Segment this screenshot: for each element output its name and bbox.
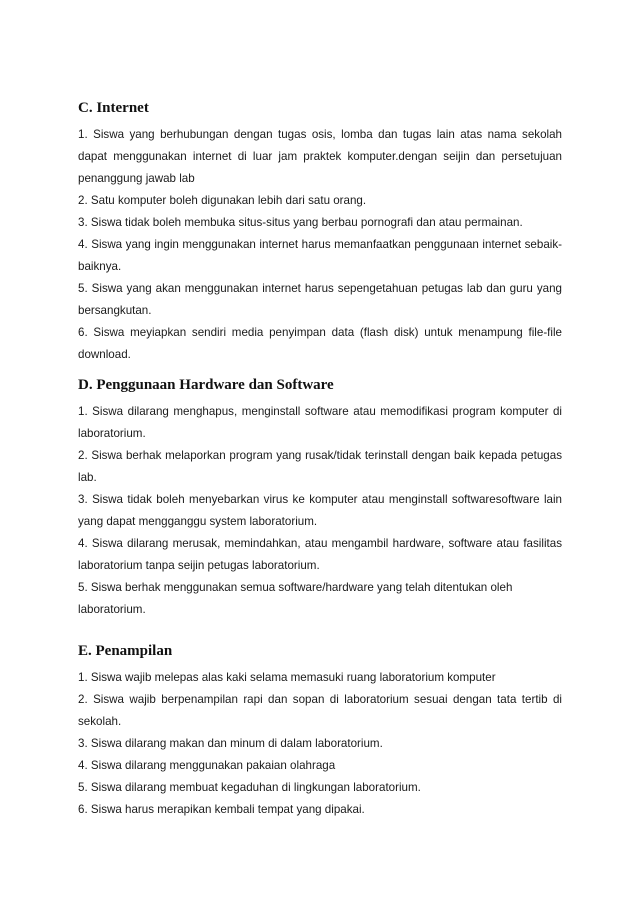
rule-item: 3. Siswa tidak boleh menyebarkan virus ke komputer atau menginstall softwaresoftware lain yang dapat mengganggu system laboratorium. xyxy=(78,493,562,528)
rule-item: 3. Siswa dilarang makan dan minum di dalam laboratorium. xyxy=(78,737,383,750)
section-heading-hardware-software: D. Penggunaan Hardware dan Software xyxy=(78,377,334,393)
section-heading-internet: C. Internet xyxy=(78,100,149,116)
rule-item: 4. Siswa dilarang menggunakan pakaian olahraga xyxy=(78,759,336,772)
rule-item: 2. Satu komputer boleh digunakan lebih dari satu orang. xyxy=(78,194,367,207)
rule-item: 1. Siswa yang berhubungan dengan tugas osis, lomba dan tugas lain atas nama sekolah dapat menggunakan internet di luar jam praktek komputer.dengan seijin dan persetujuan penanggung jawab lab xyxy=(78,128,562,185)
rule-item: 2. Siswa wajib berpenampilan rapi dan sopan di laboratorium sesuai dengan tata tertib di sekolah. xyxy=(78,693,562,728)
rule-item: 5. Siswa dilarang membuat kegaduhan di lingkungan laboratorium. xyxy=(78,781,421,794)
rule-item: 1. Siswa wajib melepas alas kaki selama memasuki ruang laboratorium komputer xyxy=(78,671,496,684)
rules-list-penampilan xyxy=(78,667,562,821)
rule-item: 5. Siswa berhak menggunakan semua software/hardware yang telah ditentukan oleh laboratorium. xyxy=(78,581,513,616)
rules-list-internet xyxy=(78,124,562,366)
rule-item: 4. Siswa dilarang merusak, memindahkan, atau mengambil hardware, software atau fasilitas laboratorium tanpa seijin petugas laboratorium. xyxy=(78,537,562,572)
rule-item: 1. Siswa dilarang menghapus, menginstall software atau memodifikasi program komputer di laboratorium. xyxy=(78,405,562,440)
rule-item: 5. Siswa yang akan menggunakan internet harus sepengetahuan petugas lab dan guru yang bersangkutan. xyxy=(78,282,562,317)
section-hardware-software xyxy=(78,375,562,621)
rules-list-hardware-software xyxy=(78,401,562,621)
rule-item: 3. Siswa tidak boleh membuka situs-situs yang berbau pornografi dan atau permainan. xyxy=(78,216,523,229)
rule-item: 6. Siswa harus merapikan kembali tempat yang dipakai. xyxy=(78,803,365,816)
section-internet xyxy=(78,98,562,366)
rule-item: 6. Siswa meyiapkan sendiri media penyimpan data (flash disk) untuk menampung file-file download. xyxy=(78,326,562,361)
section-penampilan xyxy=(78,641,562,821)
rule-item: 2. Siswa berhak melaporkan program yang rusak/tidak terinstall dengan baik kepada petugas lab. xyxy=(78,449,562,484)
section-heading-penampilan: E. Penampilan xyxy=(78,643,173,659)
rule-item: 4. Siswa yang ingin menggunakan internet harus memanfaatkan penggunaan internet sebaik-baiknya. xyxy=(78,238,562,273)
